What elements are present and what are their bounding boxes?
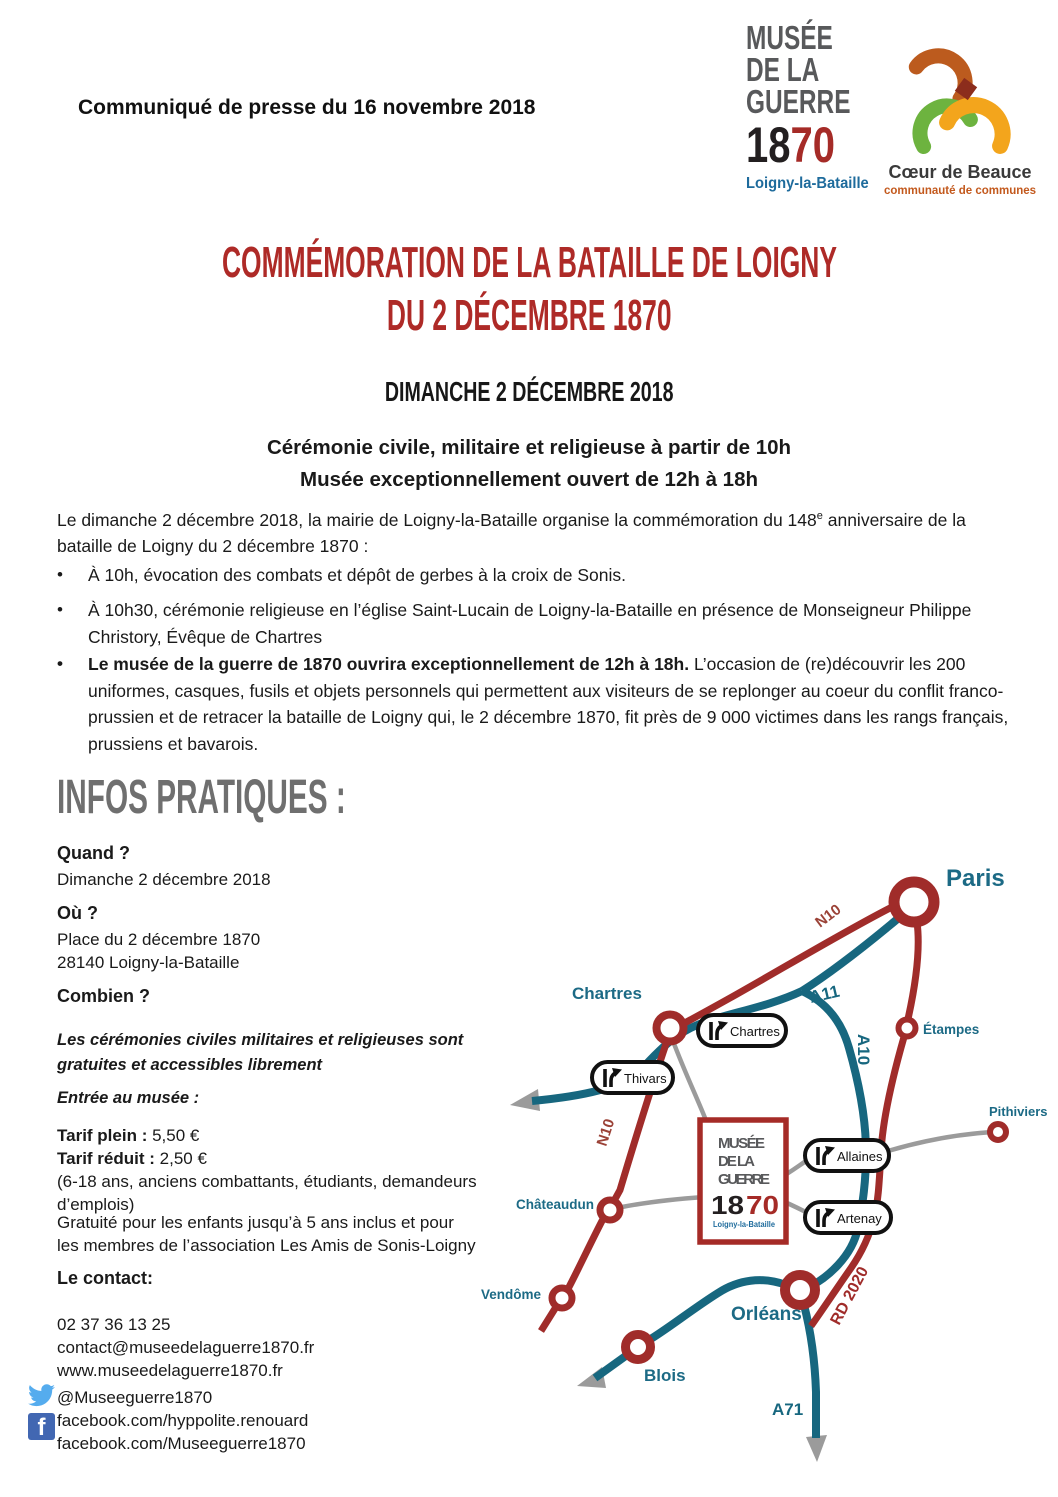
museum-logo xyxy=(746,19,869,193)
intro-paragraph: Le dimanche 2 décembre 2018, la mairie de Loigny-la-Bataille organise la commémoration du 148e anniversaire de la bataille de Loigny du 2 décembre 1870 : xyxy=(57,509,966,557)
bullet-marker: • xyxy=(57,600,63,619)
museum-logo-line1: MUSÉE xyxy=(746,19,833,56)
city-label-pithiviers: Pithiviers xyxy=(989,1104,1048,1119)
beauce-logo-subtitle: communauté de communes xyxy=(883,185,1037,197)
museum-logo-line3: GUERRE xyxy=(746,83,851,120)
exit-label-artenay: Artenay xyxy=(837,1211,882,1226)
map-museum-line1: MUSÉE xyxy=(718,1135,765,1152)
access-map xyxy=(480,840,1058,1497)
gratuite-line2: les membres de l’association Les Amis de Sonis-Loigny xyxy=(57,1236,476,1255)
city-label-orleans: Orléans xyxy=(731,1304,802,1325)
map-museum-year-red: 70 xyxy=(746,1190,779,1220)
superscript-e: e xyxy=(816,510,823,522)
pithiviers-ring xyxy=(990,1124,1006,1140)
subheadline: DIMANCHE 2 DÉCEMBRE 2018 xyxy=(384,376,674,407)
bullet-item-2: • À 10h30, cérémonie religieuse en l’église Saint-Lucain de Loigny-la-Bataille en présence de Monseigneur Philippe Christory, Évêque de Chartres xyxy=(57,597,1009,650)
heart-logo-icon xyxy=(880,15,1040,157)
intro-line2: Musée exceptionnellement ouvert de 12h à 18h xyxy=(300,468,758,491)
infos-pratiques-heading: INFOS PRATIQUES : xyxy=(57,771,346,824)
city-label-chateaudun: Châteaudun xyxy=(516,1197,595,1212)
road-label-a11: A11 xyxy=(807,981,842,1007)
entree-label: Entrée au musée : xyxy=(57,1089,200,1107)
tarif-reduit: Tarif réduit : 2,50 € xyxy=(57,1149,207,1168)
city-label-etampes: Étampes xyxy=(923,1022,980,1037)
facebook-link-2[interactable]: facebook.com/Museeguerre1870 xyxy=(57,1434,306,1453)
chartres-ring xyxy=(657,1015,684,1042)
map-museum-box xyxy=(700,1120,786,1242)
beauce-logo-name: Cœur de Beauce xyxy=(888,162,1032,182)
coeur-de-beauce-logo xyxy=(880,15,1040,197)
chateaudun-ring xyxy=(600,1200,620,1220)
exit-pill-thivars xyxy=(592,1062,673,1093)
orleans-ring xyxy=(785,1275,815,1305)
intro-lines xyxy=(0,432,1058,496)
bullet-item-1: • À 10h, évocation des combats et dépôt de gerbes à la croix de Sonis. xyxy=(57,562,1009,589)
exit-pill-allaines xyxy=(805,1140,889,1171)
headline-line2: DU 2 DÉCEMBRE 1870 xyxy=(386,291,672,340)
tarif-reduit-detail2: d’emplois) xyxy=(57,1195,135,1214)
tarif-plein: Tarif plein : 5,50 € xyxy=(57,1126,200,1145)
road-label-rd2020: RD 2020 xyxy=(827,1264,873,1328)
exit-pill-artenay xyxy=(805,1202,891,1233)
museum-logo-year-red: 70 xyxy=(790,117,835,173)
exit-label-allaines: Allaines xyxy=(837,1149,883,1164)
map-museum-city: Loigny-la-Bataille xyxy=(713,1219,776,1229)
quand-value: Dimanche 2 décembre 2018 xyxy=(57,870,271,889)
free-notice: Les cérémonies civiles militaires et religieuses sont gratuites et accessibles librement xyxy=(57,1031,464,1074)
headline-line1: COMMÉMORATION DE LA BATAILLE DE LOIGNY xyxy=(221,238,837,287)
map-museum-line3: GUERRE xyxy=(718,1171,770,1188)
city-label-blois: Blois xyxy=(644,1366,686,1385)
contact-phone: 02 37 36 13 25 xyxy=(57,1315,171,1334)
vendome-ring xyxy=(552,1288,572,1308)
museum-logo-city: Loigny-la-Bataille xyxy=(746,175,869,192)
facebook-icon[interactable]: f xyxy=(28,1413,55,1440)
blois-ring xyxy=(626,1335,651,1360)
document-title: Communiqué de presse du 16 novembre 2018 xyxy=(78,96,536,119)
map-museum-line2: DE LA xyxy=(718,1153,755,1170)
exit-pill-chartres xyxy=(698,1015,786,1046)
paris-ring xyxy=(894,882,934,922)
museum-logo-line2: DE LA xyxy=(746,51,820,88)
twitter-handle[interactable]: @Museeguerre1870 xyxy=(57,1388,213,1407)
road-label-a10: A10 xyxy=(854,1034,873,1066)
road-label-n10-chartres: N10 xyxy=(593,1116,619,1149)
map-museum-year-black: 18 xyxy=(711,1190,744,1220)
bullet-marker: • xyxy=(57,565,63,584)
city-label-paris: Paris xyxy=(946,865,1005,892)
road-label-n10-paris: N10 xyxy=(812,901,845,932)
etampes-ring xyxy=(899,1020,916,1037)
contact-email[interactable]: contact@museedelaguerre1870.fr xyxy=(57,1338,315,1357)
city-label-chartres: Chartres xyxy=(572,984,642,1003)
city-label-vendome: Vendôme xyxy=(481,1287,542,1302)
headline xyxy=(0,236,1058,342)
secondary-roads xyxy=(622,1041,992,1217)
gratuite-line1: Gratuité pour les enfants jusqu’à 5 ans inclus et pour xyxy=(57,1213,454,1232)
bullet-item-3: • Le musée de la guerre de 1870 ouvrira exceptionnellement de 12h à 18h. L’occasion de (re)découvrir les 200 uniformes, casques, fusils et objets personnels qui permettent aux visiteurs de se replonger au coeur du conflit franco-prussien et de retracer la bataille de Loigny qui, le 2 décembre 1870, fit près de 9 000 victimes dans les rangs français, prussiens et bavarois. xyxy=(57,651,1009,757)
museum-logo-year-black: 18 xyxy=(746,117,791,173)
bullet-marker: • xyxy=(57,654,63,673)
ou-line2: 28140 Loigny-la-Bataille xyxy=(57,953,240,972)
bullet3-bold-lead: Le musée de la guerre de 1870 ouvrira exceptionnellement de 12h à 18h. xyxy=(88,654,690,674)
road-label-a71: A71 xyxy=(772,1400,804,1419)
exit-label-chartres: Chartres xyxy=(730,1024,780,1039)
facebook-link-1[interactable]: facebook.com/hyppolite.renouard xyxy=(57,1411,309,1430)
ou-label: Où ? xyxy=(57,903,98,923)
contact-heading: Le contact: xyxy=(57,1268,154,1288)
twitter-icon[interactable] xyxy=(28,1384,55,1407)
exit-label-thivars: Thivars xyxy=(624,1071,667,1086)
ou-line1: Place du 2 décembre 1870 xyxy=(57,930,261,949)
combien-label: Combien ? xyxy=(57,986,150,1006)
intro-line1: Cérémonie civile, militaire et religieuse à partir de 10h xyxy=(266,436,792,459)
quand-label: Quand ? xyxy=(57,843,130,863)
tarif-reduit-detail1: (6-18 ans, anciens combattants, étudiants, demandeurs xyxy=(57,1172,477,1191)
contact-website[interactable]: www.museedelaguerre1870.fr xyxy=(57,1361,283,1380)
